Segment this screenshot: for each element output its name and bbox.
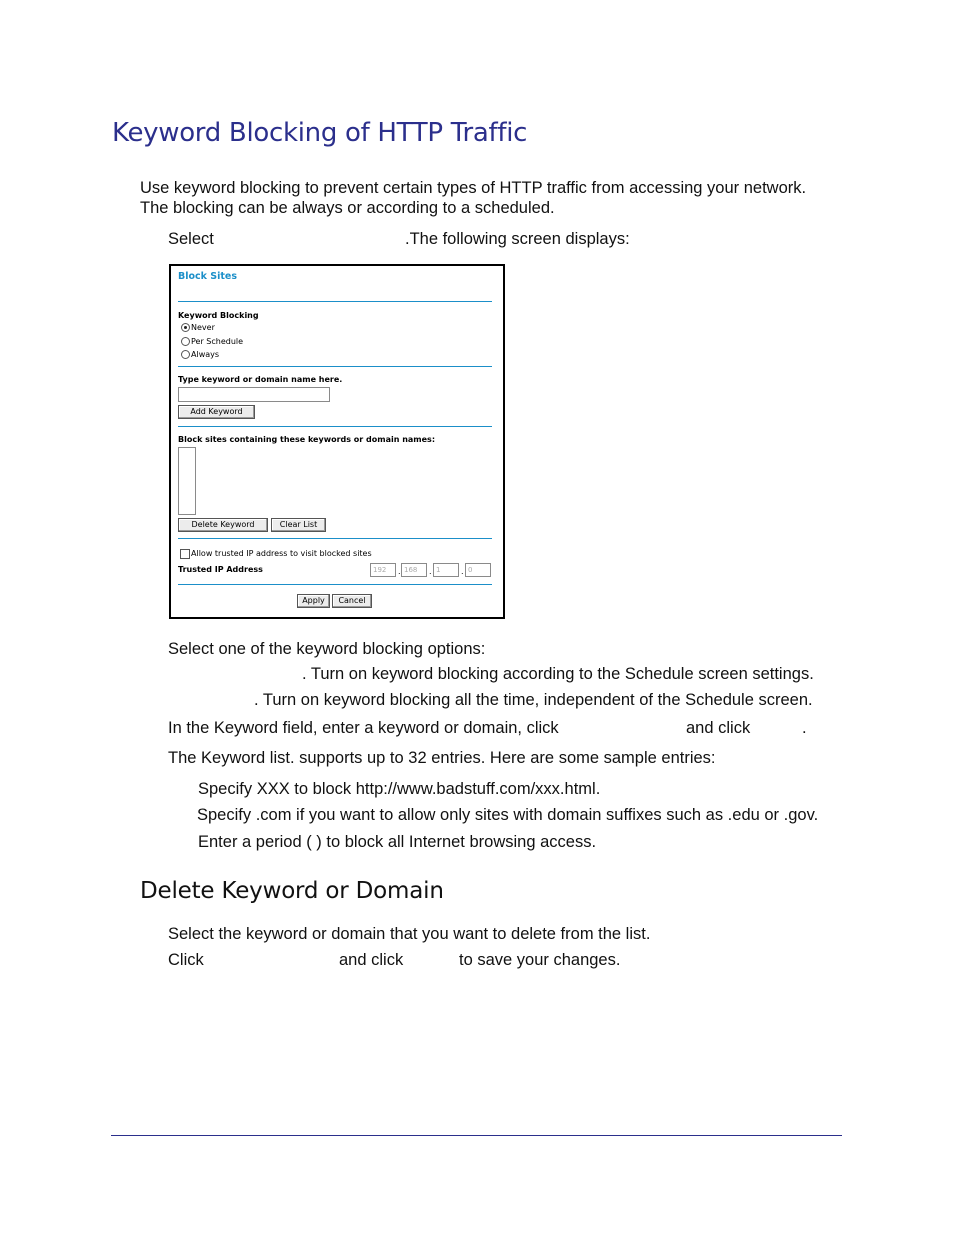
step2-text: Select one of the keyword blocking options: bbox=[168, 640, 486, 658]
step3-part1: In the Keyword field, enter a keyword or domain, click bbox=[168, 719, 559, 737]
section-heading: Delete Keyword or Domain bbox=[140, 878, 444, 904]
delete-step2-save: to save your changes. bbox=[459, 951, 621, 969]
divider bbox=[178, 584, 492, 585]
ip-octet-3[interactable]: 1 bbox=[433, 563, 459, 577]
add-keyword-button[interactable]: Add Keyword bbox=[178, 405, 255, 419]
allow-trusted-checkbox[interactable] bbox=[180, 549, 190, 559]
radio-per-schedule-label: Per Schedule bbox=[191, 337, 244, 346]
radio-never-label: Never bbox=[191, 323, 215, 332]
delete-step2-click: Click bbox=[168, 951, 204, 969]
ip-separator: . bbox=[461, 567, 464, 576]
sample-entry: Enter a period ( ) to block all Internet browsing access. bbox=[198, 833, 597, 851]
step4-text: The Keyword list. supports up to 32 entries. Here are some sample entries: bbox=[168, 749, 716, 767]
blocked-keywords-list[interactable] bbox=[178, 447, 196, 515]
ip-octet-1[interactable]: 192 bbox=[370, 563, 396, 577]
block-list-label: Block sites containing these keywords or domain names: bbox=[178, 435, 436, 444]
ip-octet-2[interactable]: 168 bbox=[401, 563, 427, 577]
page-title: Keyword Blocking of HTTP Traffic bbox=[112, 118, 528, 148]
radio-never[interactable] bbox=[181, 323, 190, 332]
radio-always-label: Always bbox=[191, 350, 220, 359]
screen-title: Block Sites bbox=[178, 271, 238, 282]
trusted-ip-label: Trusted IP Address bbox=[178, 565, 263, 574]
sample-entry: Specify .com if you want to allow only sites with domain suffixes such as .edu or .gov. bbox=[197, 806, 819, 824]
delete-step2-and-click: and click bbox=[339, 951, 404, 969]
allow-trusted-label: Allow trusted IP address to visit blocked sites bbox=[191, 549, 372, 558]
clear-list-button[interactable]: Clear List bbox=[271, 518, 326, 532]
sample-entry: Specify XXX to block http://www.badstuff.com/xxx.html. bbox=[198, 780, 601, 798]
step1-rest: .The following screen displays: bbox=[405, 230, 630, 248]
step3-part2: and click bbox=[686, 719, 751, 737]
divider bbox=[178, 538, 492, 539]
ip-separator: . bbox=[398, 567, 401, 576]
divider bbox=[178, 366, 492, 367]
delete-step1: Select the keyword or domain that you want to delete from the list. bbox=[168, 925, 651, 943]
footer-rule bbox=[111, 1135, 842, 1136]
radio-always[interactable] bbox=[181, 350, 190, 359]
radio-per-schedule[interactable] bbox=[181, 337, 190, 346]
option-per-schedule-desc: . Turn on keyword blocking according to the Schedule screen settings. bbox=[302, 665, 814, 683]
intro-line-1: Use keyword blocking to prevent certain types of HTTP traffic from accessing your network. bbox=[140, 179, 807, 197]
keyword-blocking-label: Keyword Blocking bbox=[178, 311, 259, 320]
type-keyword-label: Type keyword or domain name here. bbox=[178, 375, 343, 384]
step1-select: Select bbox=[168, 230, 214, 248]
divider bbox=[178, 301, 492, 302]
ip-octet-4[interactable]: 0 bbox=[465, 563, 491, 577]
divider bbox=[178, 426, 492, 427]
step3-part3: . bbox=[802, 719, 807, 737]
apply-button[interactable]: Apply bbox=[297, 594, 330, 608]
delete-keyword-button[interactable]: Delete Keyword bbox=[178, 518, 268, 532]
ip-separator: . bbox=[429, 567, 432, 576]
intro-line-2: The blocking can be always or according to a scheduled. bbox=[140, 199, 555, 217]
cancel-button[interactable]: Cancel bbox=[332, 594, 372, 608]
keyword-input[interactable] bbox=[178, 387, 330, 402]
block-sites-screenshot bbox=[169, 264, 505, 619]
option-always-desc: . Turn on keyword blocking all the time, independent of the Schedule screen. bbox=[254, 691, 813, 709]
